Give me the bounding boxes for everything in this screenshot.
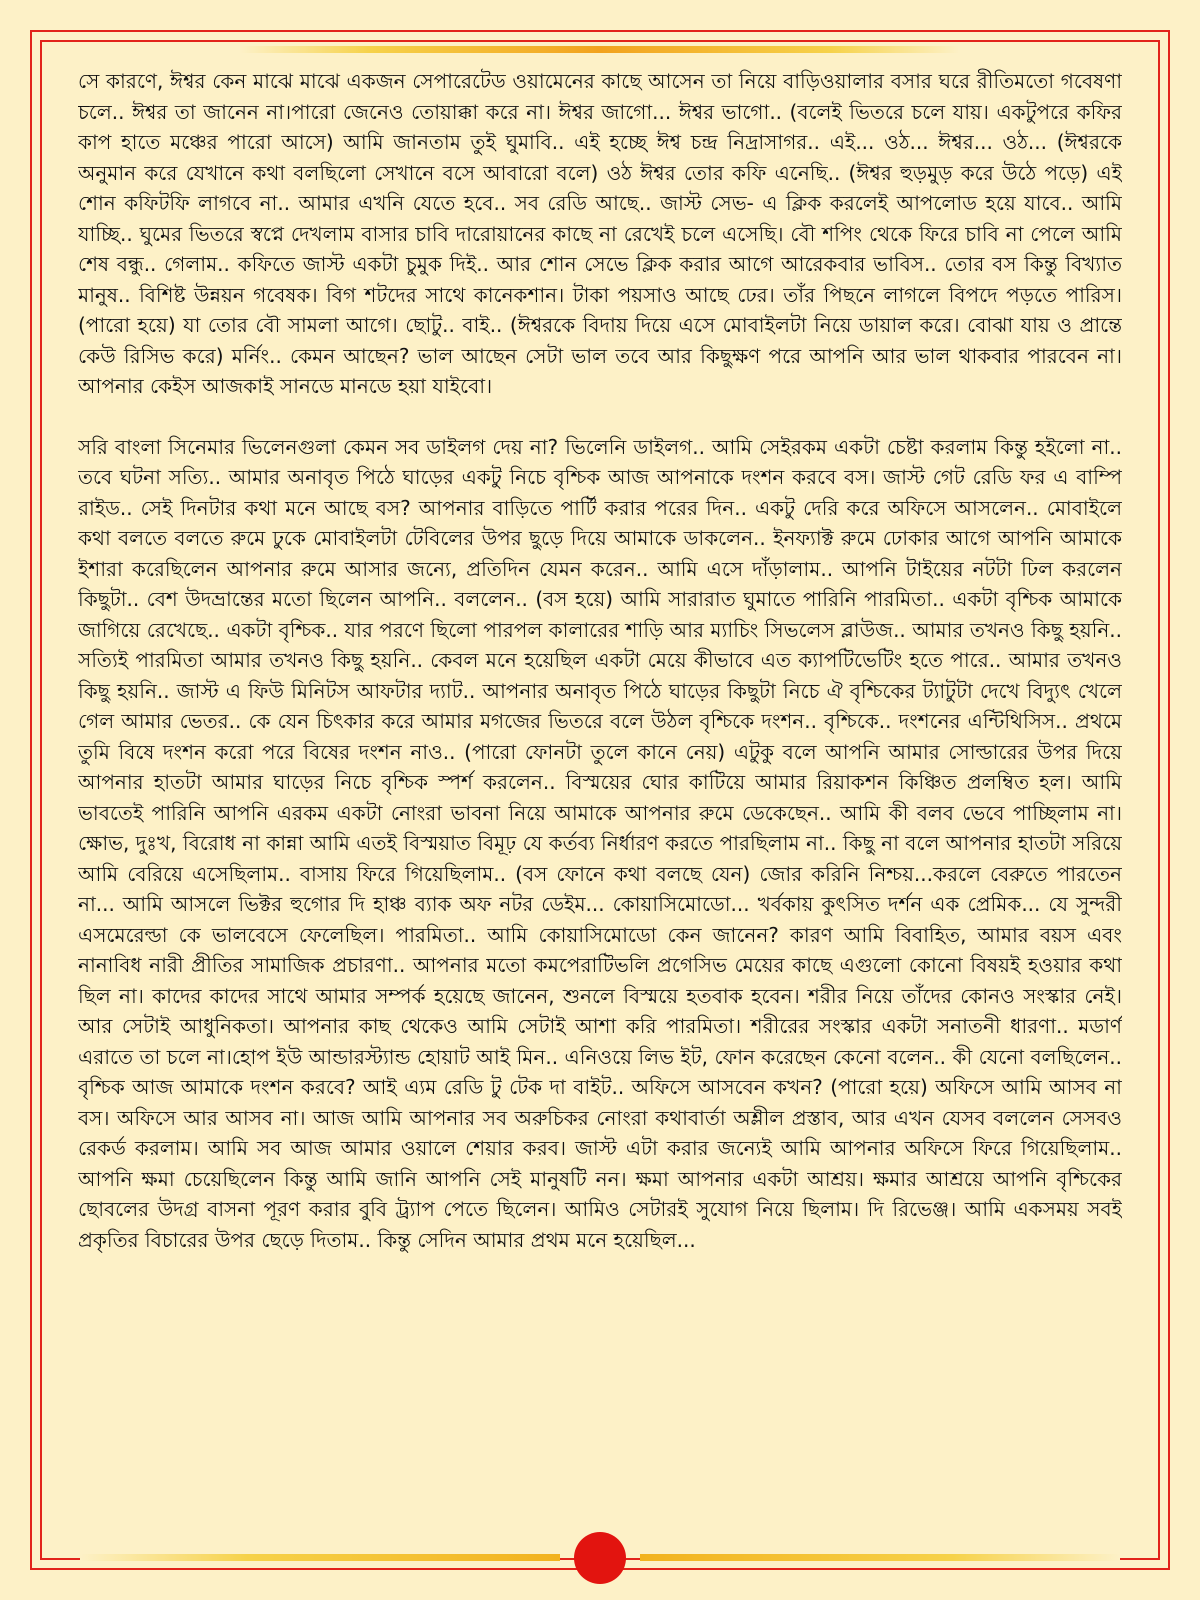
bottom-left-ornament-rule <box>80 1554 560 1561</box>
top-ornament-rule <box>240 46 960 53</box>
bottom-ornament-dot <box>574 1532 626 1584</box>
paragraph-2: সরি বাংলা সিনেমার ভিলেনগুলা কেমন সব ডাইলগ দেয় না? ভিলেনি ডাইলগ.. আমি সেইরকম একটা চেষ্টা করলাম কিন্তু হইলো না.. তবে ঘটনা সত্যি.. আমার অনাবৃত পিঠে ঘাড়ের একটু নিচে বৃশ্চিক আজ আপনাকে দংশন করবে বস। জাস্ট গেট রেডি ফর এ বাম্পি রাইড.. সেই দিনটার কথা মনে আছে বস? আপনার বাড়িতে পার্টি করার পরের দিন.. একটু দেরি করে অফিসে আসলেন.. মোবাইলে কথা বলতে বলতে রুমে ঢুকে মোবাইলটা টেবিলের উপর ছুড়ে দিয়ে আমাকে ডাকলেন.. ইনফ্যাক্ট রুমে ঢোকার আগে আপনি আমাকে ইশারা করেছিলেন আপনার রুমে আসার জন্যে, প্রতিদিন যেমন করেন.. আমি এসে দাঁড়ালাম.. আপনি টাইয়ের নটটা ঢিল করলেন কিছুটা.. বেশ উদভ্রান্তের মতো ছিলেন আপনি.. বললেন.. (বস হয়ে) আমি সারারাত ঘুমাতে পারিনি পারমিতা.. একটা বৃশ্চিক আমাকে জাগিয়ে রেখেছে.. একটা বৃশ্চিক.. যার পরণে ছিলো পারপল কালারের শাড়ি আর ম্যাচিং সিভলেস ব্লাউজ.. আমার তখনও কিছু হয়নি.. সত্যিই পারমিতা আমার তখনও কিছু হয়নি.. কেবল মনে হয়েছিল একটা মেয়ে কীভাবে এত ক্যাপটিভেটিং হতে পারে.. আমার তখনও কিছু হয়নি.. জাস্ট এ ফিউ মিনিটস আফটার দ্যাট.. আপনার অনাবৃত পিঠে ঘাড়ের কিছুটা নিচে ঐ বৃশ্চিকের ট্যাটুটা দেখে বিদ্যুৎ খেলে গেল আমার ভেতর.. কে যেন চিৎকার করে আমার মগজের ভিতরে বলে উঠল বৃশ্চিকে দংশন.. বৃশ্চিকে.. দংশনের এন্টিথিসিস.. প্রথমে তুমি বিষে দংশন করো পরে বিষের দংশন নাও.. (পারো ফোনটা তুলে কানে নেয়) এটুকু বলে আপনি আমার সোল্ডারের উপর দিয়ে আপনার হাতটা আমার ঘাড়ের নিচে বৃশ্চিক স্পর্শ করলেন.. বিস্ময়ের ঘোর কাটিয়ে আমার রিয়াকশন কিঞ্চিত প্রলম্বিত হল। আমি ভাবতেই পারিনি আপনি এরকম একটা নোংরা ভাবনা নিয়ে আমাকে আপনার রুমে ডেকেছেন.. আমি কী বলব ভেবে পাচ্ছিলাম না। ক্ষোভ, দুঃখ, বিরোধ না কান্না আমি এতই বিস্ময়াত বিমূঢ় যে কর্তব্য নির্ধারণ করতে পারছিলাম না.. কিছু না বলে আপনার হাতটা সরিয়ে আমি বেরিয়ে এসেছিলাম.. বাসায় ফিরে গিয়েছিলাম.. (বস ফোনে কথা বলছে যেন) জোর করিনি নিশ্চয়...করলে বেরুতে পারতেন না... আমি আসলে ভিক্টর হুগোর দি হাঞ্চ ব্যাক অফ নটর ডেইম... কোয়াসিমোডো... খর্বকায় কুৎসিত দর্শন এক প্রেমিক... যে সুন্দরী এসমেরেল্ডা কে ভালবেসে ফেলেছিল। পারমিতা.. আমি কোয়াসিমোডো কেন জানেন? কারণ আমি বিবাহিত, আমার বয়স এবং নানাবিধ নারী প্রীতির সামাজিক প্রচারণা.. আপনার মতো কমপেরাটিভলি প্রগেসিভ মেয়ের কাছে এগুলো কোনো বিষয়ই হওয়ার কথা ছিল না। কাদের কাদের সাথে আমার সম্পর্ক হয়েছে জানেন, শুনলে বিস্ময়ে হতবাক হবেন। শরীর নিয়ে তাঁদের কোনও সংস্কার নেই। আর সেটাই আধুনিকতা। আপনার কাছ থেকেও আমি সেটাই আশা করি পারমিতা। শরীরের সংস্কার একটা সনাতনী ধারণা.. মডার্ণ এরাতে তা চলে না।হোপ ইউ আন্ডারস্ট্যান্ড হোয়াট আই মিন.. এনিওয়ে লিভ ইট, ফোন করেছেন কেনো বলেন.. কী যেনো বলছিলেন.. বৃশ্চিক আজ আমাকে দংশন করবে? আই এ্যম রেডি টু টেক দা বাইট.. অফিসে আসবেন কখন? (পারো হয়ে) অফিসে আমি আসব না বস। অফিসে আর আসব না। আজ আমি আপনার সব অরুচিকর নোংরা কথাবার্তা অশ্লীল প্রস্তাব, আর এখন যেসব বললেন সেসবও রেকর্ড করলাম। আমি সব আজ আমার ওয়ালে শেয়ার করব। জাস্ট এটা করার জন্যেই আমি আপনার অফিসে ফিরে গিয়েছিলাম.. আপনি ক্ষমা চেয়েছিলেন কিন্তু আমি জানি আপনি সেই মানুষটি নন। ক্ষমা আপনার একটা আশ্রয়। ক্ষমার আশ্রয়ে আপনি বৃশ্চিকের ছোবলের উদগ্র বাসনা পূরণ করার বুবি ট্র্যাপ পেতে ছিলেন। আমিও সেটারই সুযোগ নিয়ে ছিলাম। দি রিভেঞ্জ। আমি একসময় সবই প্রকৃতির বিচারের উপর ছেড়ে দিতাম.. কিন্তু সেদিন আমার প্রথম মনে হয়েছিল... <box>78 434 1122 1252</box>
bottom-right-ornament-rule <box>640 1554 1120 1561</box>
page-body-text <box>78 66 1122 1526</box>
paragraph-1: সে কারণে, ঈশ্বর কেন মাঝে মাঝে একজন সেপারেটেড ওয়ামেনের কাছে আসেন তা নিয়ে বাড়িওয়ালার বসার ঘরে রীতিমতো গবেষণা চলে.. ঈশ্বর তা জানেন না।পারো জেনেও তোয়াক্কা করে না। ঈশ্বর জাগো... ঈশ্বর ভাগো.. (বলেই ভিতরে চলে যায়। একটুপরে কফির কাপ হাতে মঞ্চের পারো আসে) আমি জানতাম তুই ঘুমাবি.. এই হচ্ছে ঈশ্ব চন্দ্র নিদ্রাসাগর.. এই... ওঠ... ঈশ্বর... ওঠ... (ঈশ্বরকে অনুমান করে যেখানে কথা বলছিলো সেখানে বসে আবারো বলে) ওঠ ঈশ্বর তোর কফি এনেছি.. (ঈশ্বর হুড়মুড় করে উঠে পড়ে) এই শোন কফিটফি লাগবে না.. আমার এখনি যেতে হবে.. সব রেডি আছে.. জাস্ট সেভ- এ ক্লিক করলেই আপলোড হয়ে যাবে.. আমি যাচ্ছি.. ঘুমের ভিতরে স্বপ্নে দেখলাম বাসার চাবি দারোয়ানের কাছে না রেখেই চলে এসেছি। বৌ শপিং থেকে ফিরে চাবি না পেলে আমি শেষ বন্ধু.. গেলাম.. কফিতে জাস্ট একটা চুমুক দিই.. আর শোন সেভে ক্লিক করার আগে আরেকবার ভাবিস.. তোর বস কিন্তু বিখ্যাত মানুষ.. বিশিষ্ট উন্নয়ন গবেষক। বিগ শটদের সাথে কানেকশান। টাকা পয়সাও আছে ঢের। তাঁর পিছনে লাগলে বিপদে পড়তে পারিস।(পারো হয়ে) যা তোর বৌ সামলা আগে। ছোটু.. বাই.. (ঈশ্বরকে বিদায় দিয়ে এসে মোবাইলটা নিয়ে ডায়াল করে। বোঝা যায় ও প্রান্তে কেউ রিসিভ করে) মর্নিং.. কেমন আছেন? ভাল আছেন সেটা ভাল তবে আর কিছুক্ষণ পরে আপনি আর ভাল থাকবার পারবেন না। আপনার কেইস আজকাই সানডে মানডে হয়া যাইবো। <box>78 69 1122 398</box>
